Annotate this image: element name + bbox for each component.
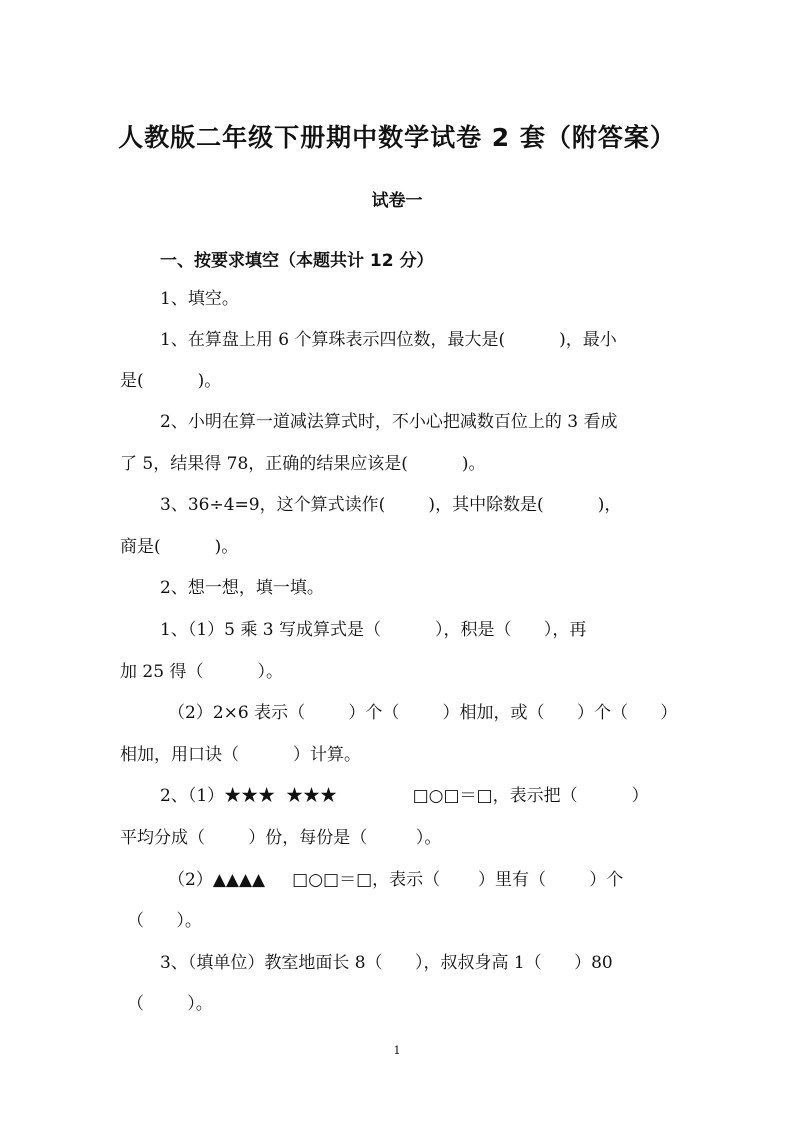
question-line: （ ）。 bbox=[127, 911, 202, 931]
question-group-label: 2、想一想，填一填。 bbox=[160, 578, 324, 598]
question-line: （2）2×6 表示（ ）个（ ）相加，或（ ）个（ ） bbox=[168, 703, 678, 723]
question-line: 了 5，结果得 78，正确的结果应该是( )。 bbox=[120, 454, 486, 474]
page-number: 1 bbox=[393, 1044, 401, 1057]
question-line: 平均分成（ ）份，每份是（ ）。 bbox=[120, 828, 442, 848]
question-line: 是( )。 bbox=[120, 371, 222, 391]
question-line: 2、（1）★★★ ★★★ □○□＝□，表示把（ ） bbox=[160, 786, 649, 806]
question-group-label: 1、填空。 bbox=[160, 289, 239, 309]
question-line: 2、小明在算一道减法算式时，不小心把减数百位上的 3 看成 bbox=[160, 412, 618, 432]
question-line: （2）▲▲▲▲ □○□＝□，表示（ ）里有（ ）个 bbox=[168, 870, 624, 890]
question-line: （ ）。 bbox=[127, 994, 213, 1014]
question-line: 加 25 得（ ）。 bbox=[120, 662, 283, 682]
question-line: 相加，用口诀（ ）计算。 bbox=[120, 745, 362, 765]
question-line: 3、（填单位）教室地面长 8（ ），叔叔身高 1（ ）80 bbox=[160, 953, 613, 973]
question-line: 1、在算盘上用 6 个算珠表示四位数，最大是( )，最小 bbox=[160, 330, 617, 350]
question-line: 3、36÷4=9，这个算式读作( )，其中除数是( )， bbox=[160, 495, 622, 515]
paper-subtitle: 试卷一 bbox=[371, 191, 423, 211]
question-line: 1、（1）5 乘 3 写成算式是（ ），积是（ ），再 bbox=[160, 620, 587, 640]
section-heading: 一、按要求填空（本题共计 12 分） bbox=[160, 251, 434, 271]
question-line: 商是( )。 bbox=[120, 537, 239, 557]
document-title: 人教版二年级下册期中数学试卷 2 套（附答案） bbox=[118, 123, 676, 152]
